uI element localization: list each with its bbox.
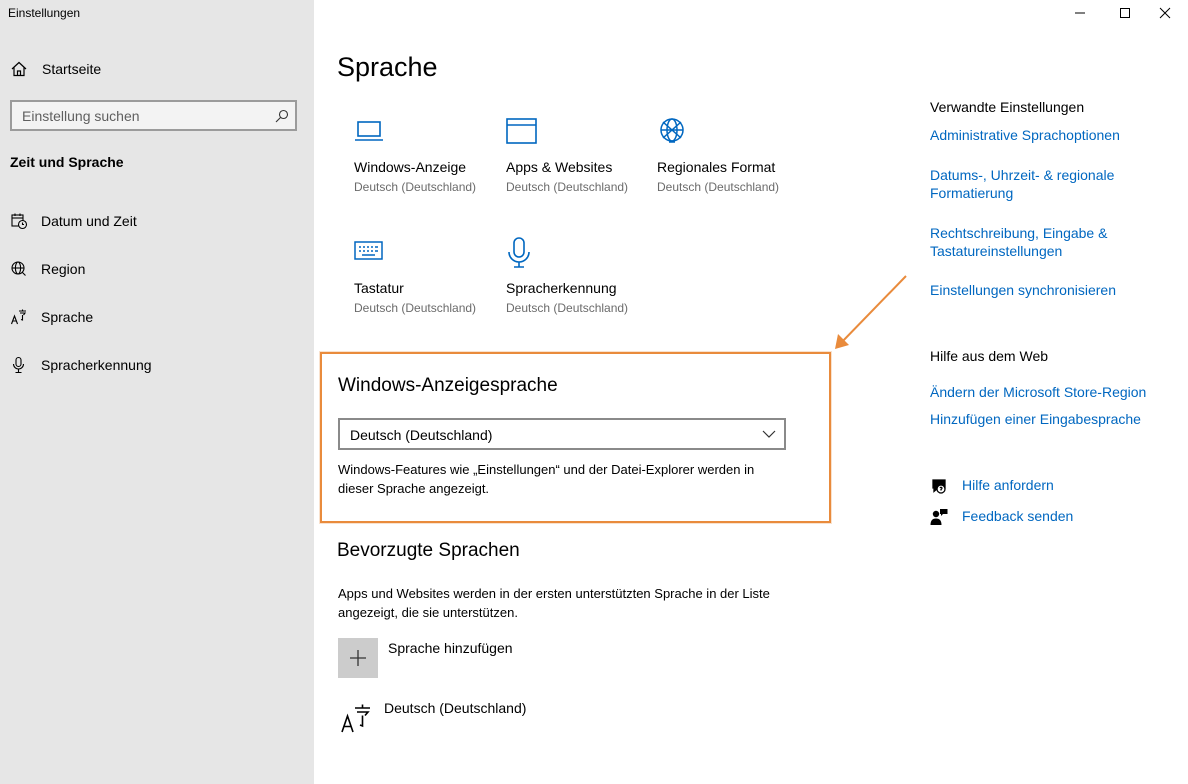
tile-label: Windows-Anzeige	[354, 159, 467, 175]
close-icon	[1159, 7, 1171, 19]
link-microsoft-store-region[interactable]: Ändern der Microsoft Store-Region	[930, 384, 1147, 400]
microphone-icon	[506, 237, 536, 269]
globe-format-icon	[657, 116, 687, 146]
display-language-heading: Windows-Anzeigesprache	[338, 375, 558, 396]
tile-sub: Deutsch (Deutschland)	[657, 180, 780, 194]
display-language-dropdown[interactable]	[338, 418, 786, 450]
search-box[interactable]	[10, 100, 297, 131]
sidebar-item-label: Spracherkennung	[41, 357, 152, 373]
home-icon	[10, 60, 28, 78]
microphone-icon	[10, 356, 28, 374]
add-language-label[interactable]: Sprache hinzufügen	[388, 640, 513, 656]
feedback-icon	[930, 508, 948, 526]
preferred-languages-heading: Bevorzugte Sprachen	[337, 540, 520, 561]
display-language-description: Windows-Features wie „Einstellungen“ und der Datei-Explorer werden in dieser Sprache angezeigt.	[338, 462, 755, 496]
annotation-arrow	[830, 272, 912, 354]
tile-windows-anzeige[interactable]	[354, 116, 494, 198]
page-title: Sprache	[337, 52, 438, 82]
sidebar-item-label: Region	[41, 261, 86, 277]
link-rechtschreibung-eingabe[interactable]: Rechtschreibung, Eingabe & Tastatureinstellungen	[930, 225, 1108, 259]
sidebar-item-label: Datum und Zeit	[41, 213, 137, 229]
sidebar	[0, 0, 314, 784]
link-einstellungen-synchronisieren[interactable]: Einstellungen synchronisieren	[930, 282, 1116, 298]
chevron-down-icon	[762, 429, 776, 439]
tile-sub: Deutsch (Deutschland)	[506, 180, 629, 194]
calendar-clock-icon	[10, 212, 28, 230]
tile-sub: Deutsch (Deutschland)	[354, 301, 477, 315]
close-button[interactable]	[1142, 0, 1188, 26]
search-input[interactable]	[22, 108, 262, 124]
tile-label: Apps & Websites	[506, 159, 613, 175]
minimize-button[interactable]	[1057, 0, 1103, 26]
add-language-button[interactable]	[338, 638, 378, 678]
link-administrative-sprachoptionen[interactable]: Administrative Sprachoptionen	[930, 127, 1120, 143]
tile-apps-websites[interactable]	[506, 116, 646, 198]
tile-tastatur[interactable]	[354, 237, 494, 319]
globe-icon	[10, 260, 28, 278]
get-help-icon	[930, 477, 948, 495]
language-label[interactable]: Deutsch (Deutschland)	[384, 700, 527, 716]
plus-icon	[349, 649, 367, 667]
web-help-heading: Hilfe aus dem Web	[930, 348, 1049, 364]
related-settings-heading: Verwandte Einstellungen	[930, 99, 1085, 115]
tile-regionales-format[interactable]	[657, 116, 797, 198]
app-title: Einstellungen	[8, 6, 81, 20]
dropdown-selected-value: Deutsch (Deutschland)	[350, 427, 493, 443]
feedback-link[interactable]: Feedback senden	[962, 508, 1074, 524]
language-icon	[10, 308, 28, 326]
tile-sub: Deutsch (Deutschland)	[354, 180, 477, 194]
tile-label: Regionales Format	[657, 159, 776, 175]
preferred-languages-description: Apps und Websites werden in der ersten unterstützten Sprache in der Liste angezeigt, die sie unterstützen.	[338, 586, 770, 620]
section-title: Zeit und Sprache	[10, 154, 124, 170]
keyboard-icon	[354, 237, 384, 267]
sidebar-item-label: Sprache	[41, 309, 94, 325]
link-datums-uhrzeit-formatierung[interactable]: Datums-, Uhrzeit- & regionale Formatierung	[930, 167, 1115, 201]
link-eingabesprache-hinzufuegen[interactable]: Hinzufügen einer Eingabesprache	[930, 411, 1141, 427]
window-icon	[506, 116, 538, 146]
sidebar-item-spracherkennung[interactable]	[10, 353, 152, 377]
sidebar-item-datum-und-zeit[interactable]	[10, 209, 137, 233]
search-icon[interactable]	[275, 109, 289, 123]
tile-sub: Deutsch (Deutschland)	[506, 301, 629, 315]
minimize-icon	[1074, 7, 1086, 19]
tile-label: Tastatur	[354, 280, 404, 296]
maximize-icon	[1119, 7, 1131, 19]
tile-spracherkennung[interactable]	[506, 237, 646, 319]
sidebar-item-sprache[interactable]	[10, 305, 94, 329]
language-icon	[338, 700, 374, 736]
get-help-link[interactable]: Hilfe anfordern	[962, 477, 1054, 493]
sidebar-item-region[interactable]	[10, 257, 86, 281]
tile-label: Spracherkennung	[506, 280, 617, 296]
home-label: Startseite	[42, 61, 102, 77]
home-button[interactable]	[10, 57, 102, 81]
language-row-deutsch[interactable]	[338, 700, 378, 740]
laptop-icon	[354, 116, 384, 146]
